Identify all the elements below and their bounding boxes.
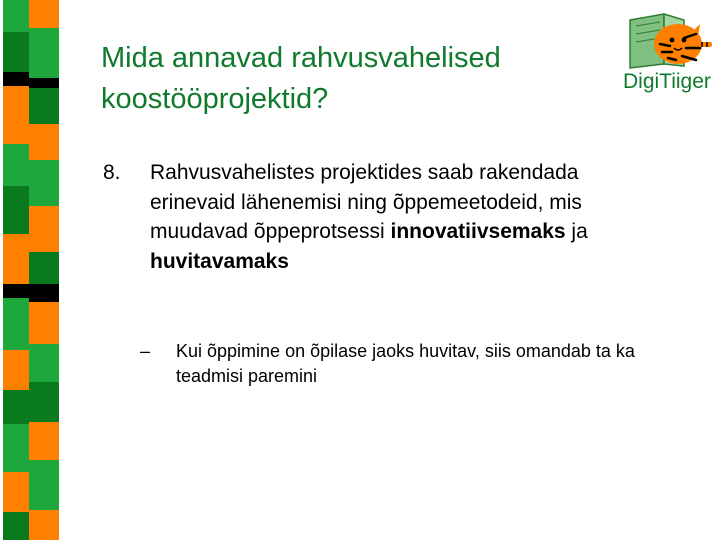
- strip-block: [29, 422, 59, 460]
- strip-block: [29, 0, 59, 28]
- strip-block: [3, 32, 29, 72]
- strip-block: [29, 252, 59, 284]
- sub-list-item: [140, 339, 660, 388]
- strip-block: [29, 78, 59, 88]
- strip-block: [3, 186, 29, 234]
- strip-block: [29, 160, 59, 206]
- strip-block: [29, 124, 59, 160]
- strip-block: [3, 298, 29, 350]
- title-line-2: koostööprojektid?: [101, 83, 329, 115]
- item-bold-word-2: huvitavamaks: [150, 249, 289, 273]
- strip-block: [3, 234, 29, 284]
- strip-block: [29, 88, 59, 124]
- strip-block: [3, 86, 29, 144]
- strip-block: [3, 390, 29, 424]
- strip-block: [29, 284, 59, 302]
- strip-block: [3, 472, 29, 512]
- strip-block: [29, 382, 59, 422]
- strip-block: [3, 512, 29, 540]
- strip-block: [3, 284, 29, 298]
- strip-block: [29, 460, 59, 510]
- strip-block: [29, 510, 59, 540]
- strip-block: [3, 72, 29, 86]
- strip-block: [3, 350, 29, 390]
- item-text-part-1: Rahvusvahelistes projektides saab rakendada erinevaid lähenemisi ning õppemeetodeid, mis muudavad õppeprotsessi: [150, 161, 582, 243]
- item-bold-word-1: innovatiivsemaks: [390, 220, 566, 243]
- strip-block: [3, 424, 29, 472]
- sub-item-text: Kui õppimine on õpilase jaoks huvitav, siis omandab ta ka teadmisi paremini: [176, 341, 635, 386]
- logo-wordmark: DigiTiiger: [623, 70, 711, 93]
- decorative-color-strip: [0, 0, 60, 540]
- strip-block: [3, 0, 29, 32]
- strip-block: [3, 144, 29, 186]
- item-number: 8.: [103, 161, 121, 184]
- strip-block: [29, 28, 59, 78]
- sub-item-bullet: –: [140, 341, 151, 361]
- numbered-list-item: [103, 158, 643, 276]
- item-text-part-2: ja: [565, 220, 588, 243]
- strip-block: [29, 206, 59, 252]
- strip-block: [29, 344, 59, 382]
- title-line-1: Mida annavad rahvusvahelised: [101, 42, 501, 74]
- slide-title: [101, 38, 661, 120]
- strip-block: [29, 302, 59, 344]
- item-text: [150, 158, 643, 276]
